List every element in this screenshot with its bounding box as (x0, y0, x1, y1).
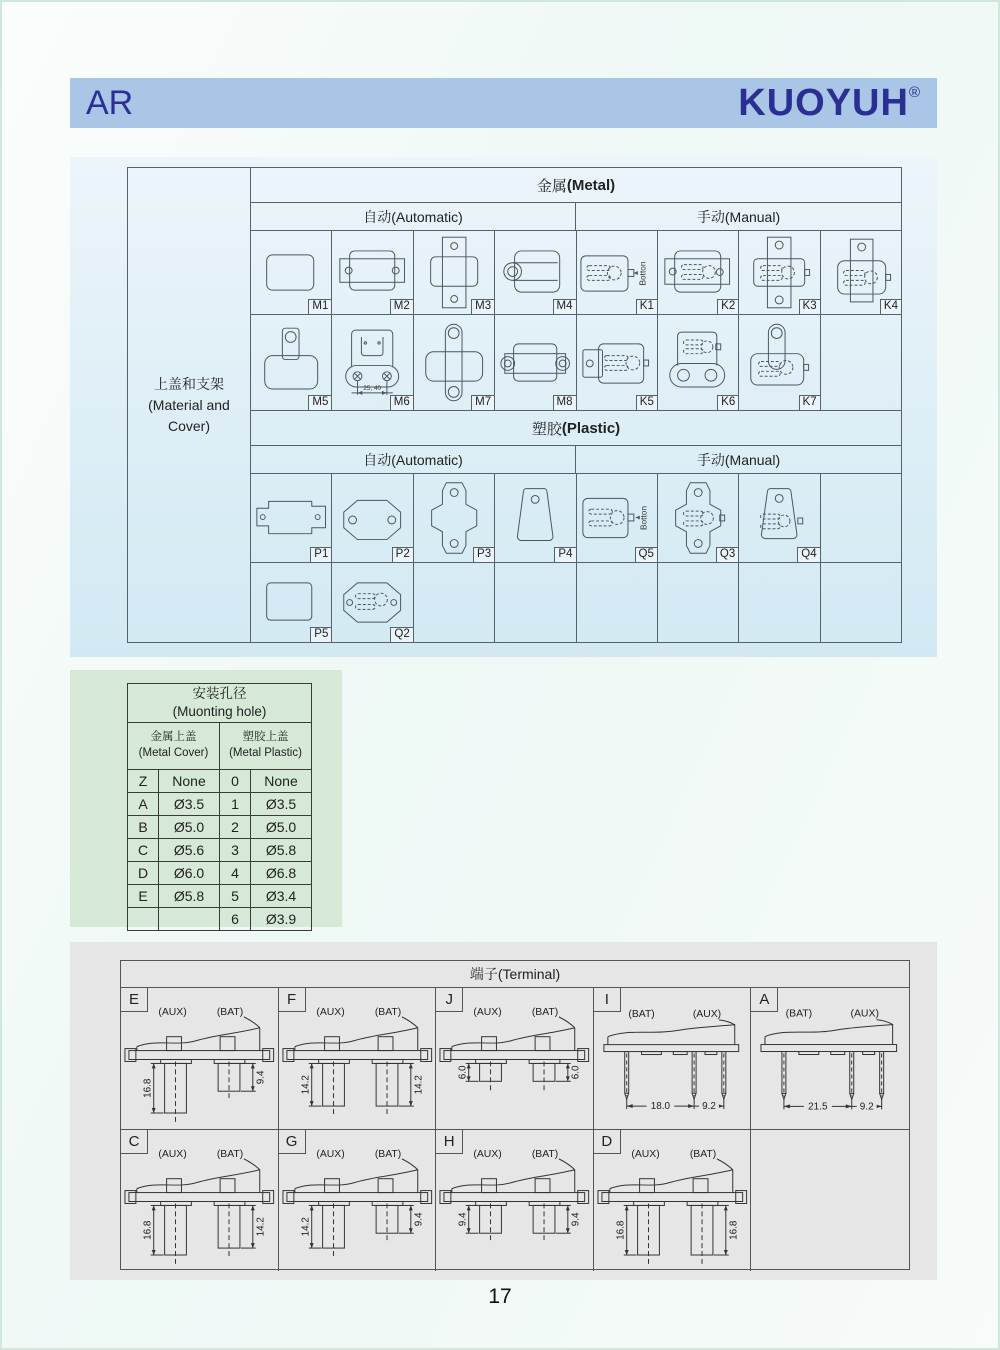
metal-header: 金属 (Metal) (251, 168, 901, 203)
part-code-m4: M4 (553, 299, 577, 315)
terminal-row-1 (121, 988, 909, 1130)
metal-parts-row-1 (251, 231, 901, 315)
plastic-subheader (251, 446, 901, 474)
terminal-cell-D (594, 1130, 752, 1271)
part-cell-m5 (251, 315, 332, 410)
part-code-q4: Q4 (797, 547, 820, 563)
mounting-title: 安装孔径 (Muonting hole) (128, 684, 312, 723)
part-cell-m1 (251, 231, 332, 314)
svg-text:(BAT): (BAT) (785, 1008, 813, 1020)
svg-text:(BAT): (BAT) (532, 1006, 559, 1018)
empty-cell (577, 563, 658, 642)
empty-cell (658, 563, 739, 642)
part-cell-k1 (577, 231, 658, 314)
part-cell-q3 (658, 474, 739, 562)
svg-text:9.4: 9.4 (413, 1212, 425, 1227)
terminal-code-D: D (594, 1130, 621, 1154)
mounting-row: E Ø5.8 5 Ø3.4 (128, 885, 312, 908)
cover-panel (70, 157, 937, 657)
part-cell-p5 (251, 563, 332, 642)
svg-text:16.8: 16.8 (142, 1220, 154, 1240)
terminal-row-2 (121, 1130, 909, 1271)
terminal-table (120, 960, 910, 1270)
terminal-code-C: C (121, 1130, 148, 1154)
part-cell-m8 (495, 315, 576, 410)
mounting-row: C Ø5.6 3 Ø5.8 (128, 839, 312, 862)
part-code-q5: Q5 (635, 547, 658, 563)
empty-cell (821, 315, 901, 410)
terminal-cell-J (436, 988, 594, 1129)
svg-text:14.2: 14.2 (413, 1075, 425, 1095)
svg-text:9.2: 9.2 (701, 1101, 716, 1113)
svg-text:18.0: 18.0 (650, 1101, 670, 1113)
terminal-cell-A (751, 988, 909, 1129)
part-code-p3: P3 (473, 547, 495, 563)
part-cell-m2 (332, 231, 413, 314)
series-title: AR (86, 83, 134, 122)
plastic-parts-row-1 (251, 474, 901, 563)
part-code-k5: K5 (636, 395, 658, 411)
svg-text:9.2: 9.2 (860, 1101, 875, 1113)
part-cell-p4 (495, 474, 576, 562)
svg-text:(AUX): (AUX) (850, 1008, 880, 1020)
svg-text:16.8: 16.8 (728, 1220, 740, 1240)
part-cell-q4 (739, 474, 820, 562)
terminal-code-E: E (121, 988, 148, 1012)
part-code-k6: K6 (717, 395, 739, 411)
empty-cell (495, 563, 576, 642)
mounting-row: D Ø6.0 4 Ø6.8 (128, 862, 312, 885)
mounting-row: Z None 0 None (128, 770, 312, 793)
part-cell-m3 (414, 231, 495, 314)
svg-text:16.8: 16.8 (615, 1220, 627, 1240)
svg-text:16.8: 16.8 (142, 1078, 154, 1098)
part-cell-k4 (821, 231, 901, 314)
terminal-code-J: J (436, 988, 463, 1012)
plastic-manual-header: 手动(Manual) (696, 451, 781, 468)
part-code-k1: K1 (636, 299, 658, 315)
terminal-cell-H (436, 1130, 594, 1271)
part-cell-p3 (414, 474, 495, 562)
cover-row-label-en: (Material and Cover) (148, 396, 230, 434)
mounting-row: A Ø3.5 1 Ø3.5 (128, 793, 312, 816)
svg-text:6.0: 6.0 (570, 1065, 582, 1080)
empty-cell (821, 474, 901, 562)
brand-logo: KUOYUH® (738, 81, 921, 124)
mounting-panel (70, 670, 342, 927)
part-cell-k3 (739, 231, 820, 314)
terminal-title: 端子(Terminal) (121, 961, 909, 988)
svg-text:(BAT): (BAT) (216, 1006, 244, 1018)
empty-terminal-cell (751, 1130, 909, 1271)
svg-text:(BAT): (BAT) (374, 1148, 401, 1160)
metal-cover-column-header: 金属上盖 (Metal Cover) (128, 723, 220, 770)
svg-text:(AUX): (AUX) (473, 1006, 502, 1018)
part-code-k3: K3 (799, 299, 821, 315)
svg-text:(AUX): (AUX) (692, 1008, 721, 1020)
mounting-table (127, 683, 312, 931)
svg-text:(AUX): (AUX) (315, 1006, 345, 1018)
part-code-m1: M1 (308, 299, 332, 315)
m6-dimension: 25, 40 (363, 384, 382, 392)
button-label: Botton (638, 505, 649, 531)
svg-text:(AUX): (AUX) (158, 1148, 187, 1160)
terminal-cell-F (279, 988, 437, 1129)
svg-text:(BAT): (BAT) (628, 1008, 655, 1020)
metal-manual-header: 手动(Manual) (696, 208, 781, 225)
cover-row-label (128, 168, 251, 642)
cover-table (127, 167, 902, 643)
part-cell-m4 (495, 231, 576, 314)
svg-text:9.4: 9.4 (570, 1212, 582, 1227)
part-code-m8: M8 (553, 395, 577, 411)
plastic-automatic-header: 自动(Automatic) (251, 446, 576, 473)
svg-text:6.0: 6.0 (457, 1065, 469, 1080)
part-code-p4: P4 (554, 547, 576, 563)
part-code-m2: M2 (390, 299, 414, 315)
header-bar (70, 78, 937, 128)
part-code-m6: M6 (390, 395, 414, 411)
svg-text:(BAT): (BAT) (532, 1148, 559, 1160)
svg-text:(BAT): (BAT) (689, 1148, 716, 1160)
svg-text:14.2: 14.2 (300, 1075, 312, 1095)
terminal-code-F: F (279, 988, 306, 1012)
terminal-code-I: I (594, 988, 621, 1012)
part-cell-m6 (332, 315, 413, 410)
part-code-k2: K2 (717, 299, 739, 315)
terminal-code-A: A (751, 988, 778, 1012)
part-cell-q2 (332, 563, 413, 642)
svg-text:9.4: 9.4 (457, 1212, 469, 1227)
part-code-m3: M3 (471, 299, 495, 315)
page-number: 17 (488, 1285, 512, 1308)
part-code-q2: Q2 (390, 627, 413, 643)
svg-text:14.2: 14.2 (300, 1217, 312, 1237)
plastic-parts-row-2 (251, 563, 901, 642)
metal-parts-row-2 (251, 315, 901, 411)
svg-text:21.5: 21.5 (808, 1101, 828, 1113)
part-cell-m7 (414, 315, 495, 410)
plastic-header: 塑胶 (Plastic) (251, 411, 901, 446)
svg-text:(BAT): (BAT) (374, 1006, 401, 1018)
part-cell-p2 (332, 474, 413, 562)
part-code-p1: P1 (310, 547, 332, 563)
part-code-k7: K7 (799, 395, 821, 411)
mounting-row: 6 Ø3.9 (128, 908, 312, 931)
part-code-p2: P2 (392, 547, 414, 563)
part-cell-p1 (251, 474, 332, 562)
empty-cell (414, 563, 495, 642)
terminal-code-H: H (436, 1130, 463, 1154)
empty-cell (739, 563, 820, 642)
registered-mark: ® (908, 83, 921, 101)
terminal-cell-E (121, 988, 279, 1129)
svg-text:(AUX): (AUX) (473, 1148, 502, 1160)
terminal-cell-I (594, 988, 752, 1129)
part-cell-k6 (658, 315, 739, 410)
part-code-m7: M7 (471, 395, 495, 411)
metal-automatic-header: 自动(Automatic) (251, 203, 576, 230)
part-code-m5: M5 (308, 395, 332, 411)
svg-text:(BAT): (BAT) (216, 1148, 244, 1160)
svg-text:14.2: 14.2 (255, 1217, 267, 1237)
terminal-panel (70, 942, 937, 1280)
empty-cell (821, 563, 901, 642)
part-cell-q5 (577, 474, 658, 562)
svg-text:(AUX): (AUX) (631, 1148, 660, 1160)
svg-text:(AUX): (AUX) (315, 1148, 345, 1160)
part-cell-k5 (577, 315, 658, 410)
part-cell-k7 (739, 315, 820, 410)
part-code-k4: K4 (880, 299, 902, 315)
part-cell-k2 (658, 231, 739, 314)
mounting-row: B Ø5.0 2 Ø5.0 (128, 816, 312, 839)
cover-row-label-cn: 上盖和支架 (154, 375, 224, 392)
metal-subheader (251, 203, 901, 231)
button-label: Botton (637, 261, 648, 286)
plastic-cover-column-header: 塑胶上盖 (Metal Plastic) (220, 723, 312, 770)
terminal-cell-C (121, 1130, 279, 1271)
svg-text:(AUX): (AUX) (158, 1006, 187, 1018)
terminal-code-G: G (279, 1130, 306, 1154)
terminal-cell-G (279, 1130, 437, 1271)
part-code-q3: Q3 (716, 547, 739, 563)
part-code-p5: P5 (310, 627, 332, 643)
svg-text:9.4: 9.4 (255, 1070, 267, 1085)
